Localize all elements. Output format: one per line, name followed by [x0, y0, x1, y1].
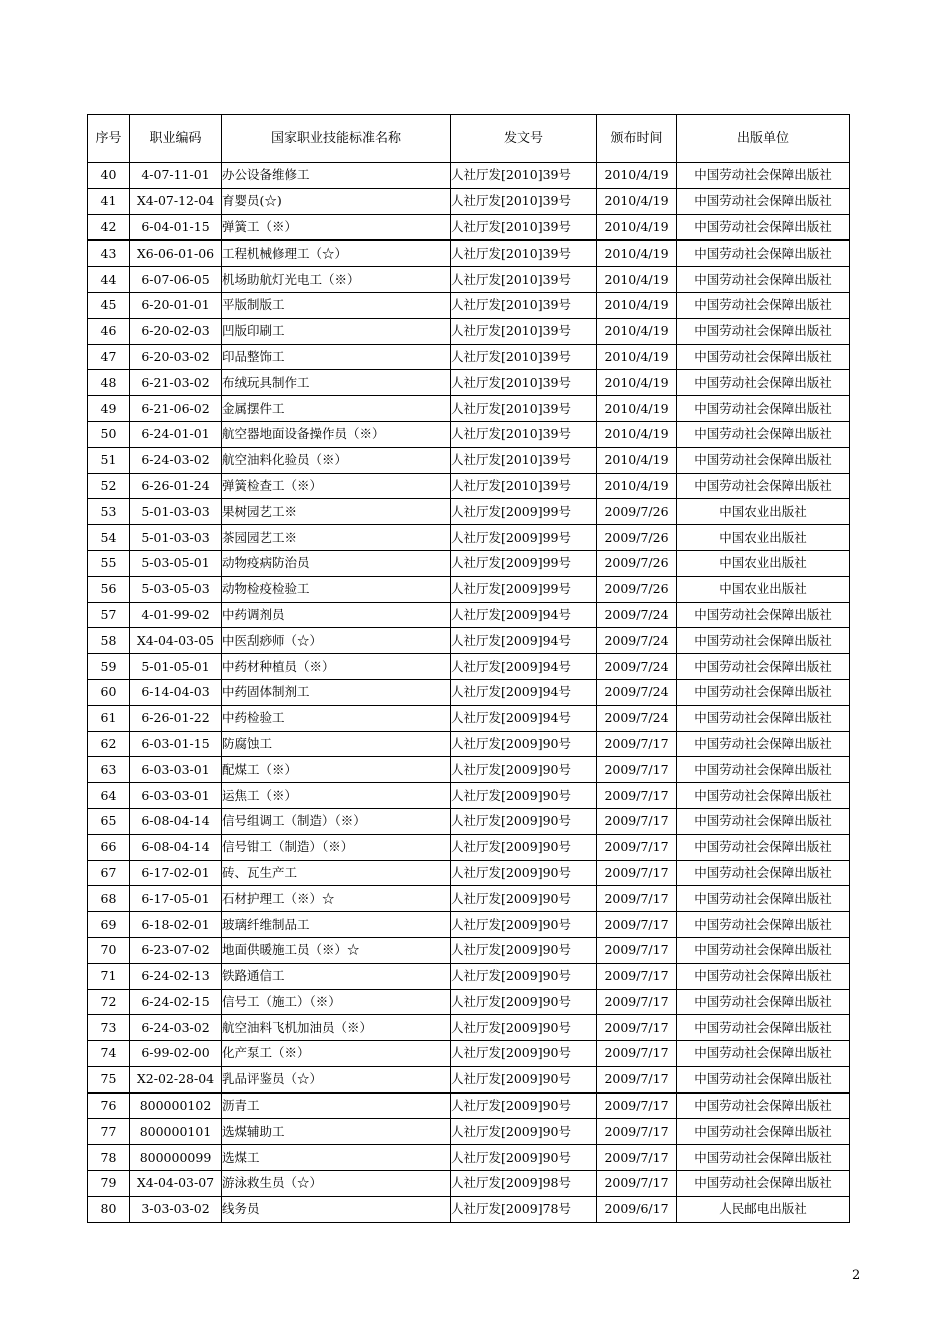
cell-document-number: 人社厅发[2010]39号	[451, 214, 597, 240]
cell-publisher: 中国劳动社会保障出版社	[677, 1093, 850, 1119]
cell-occupation-code: 6-20-01-01	[130, 292, 222, 318]
cell-serial-number: 51	[88, 447, 130, 473]
table-row	[88, 679, 850, 705]
table-row	[88, 214, 850, 240]
table-row	[88, 860, 850, 886]
table-row	[88, 421, 850, 447]
cell-issue-date: 2009/7/24	[597, 654, 677, 680]
cell-serial-number: 46	[88, 318, 130, 344]
cell-document-number: 人社厅发[2010]39号	[451, 396, 597, 422]
cell-occupation-code: 6-26-01-24	[130, 473, 222, 499]
cell-issue-date: 2009/7/17	[597, 912, 677, 938]
cell-standard-name: 平版制版工	[222, 292, 451, 318]
cell-occupation-code: 6-08-04-14	[130, 834, 222, 860]
cell-occupation-code: 6-03-01-15	[130, 731, 222, 757]
cell-serial-number: 75	[88, 1066, 130, 1092]
cell-occupation-code: X4-07-12-04	[130, 188, 222, 214]
cell-publisher: 中国劳动社会保障出版社	[677, 292, 850, 318]
cell-occupation-code: 800000101	[130, 1119, 222, 1145]
cell-issue-date: 2010/4/19	[597, 240, 677, 266]
table-row	[88, 757, 850, 783]
cell-occupation-code: 6-26-01-22	[130, 705, 222, 731]
cell-occupation-code: 5-01-03-03	[130, 525, 222, 551]
cell-occupation-code: 6-03-03-01	[130, 783, 222, 809]
table-row	[88, 1171, 850, 1197]
cell-publisher: 中国劳动社会保障出版社	[677, 808, 850, 834]
cell-publisher: 中国劳动社会保障出版社	[677, 963, 850, 989]
table-row	[88, 473, 850, 499]
cell-publisher: 中国劳动社会保障出版社	[677, 654, 850, 680]
table-row	[88, 499, 850, 525]
cell-serial-number: 71	[88, 963, 130, 989]
cell-issue-date: 2009/7/17	[597, 886, 677, 912]
cell-occupation-code: 6-24-02-13	[130, 963, 222, 989]
cell-occupation-code: 6-24-01-01	[130, 421, 222, 447]
cell-publisher: 中国劳动社会保障出版社	[677, 602, 850, 628]
cell-document-number: 人社厅发[2009]90号	[451, 860, 597, 886]
cell-serial-number: 44	[88, 267, 130, 293]
cell-occupation-code: 5-01-03-03	[130, 499, 222, 525]
cell-publisher: 中国农业出版社	[677, 499, 850, 525]
cell-serial-number: 42	[88, 214, 130, 240]
cell-occupation-code: 6-24-03-02	[130, 447, 222, 473]
cell-standard-name: 办公设备维修工	[222, 163, 451, 189]
cell-document-number: 人社厅发[2009]99号	[451, 525, 597, 551]
cell-publisher: 中国劳动社会保障出版社	[677, 318, 850, 344]
cell-document-number: 人社厅发[2009]90号	[451, 808, 597, 834]
table-row	[88, 344, 850, 370]
cell-document-number: 人社厅发[2009]90号	[451, 1015, 597, 1041]
cell-document-number: 人社厅发[2009]90号	[451, 963, 597, 989]
cell-serial-number: 47	[88, 344, 130, 370]
cell-document-number: 人社厅发[2009]94号	[451, 679, 597, 705]
cell-standard-name: 信号钳工（制造）（※）	[222, 834, 451, 860]
cell-document-number: 人社厅发[2010]39号	[451, 473, 597, 499]
cell-document-number: 人社厅发[2010]39号	[451, 370, 597, 396]
table-row	[88, 1119, 850, 1145]
cell-issue-date: 2010/4/19	[597, 447, 677, 473]
cell-issue-date: 2010/4/19	[597, 396, 677, 422]
cell-serial-number: 79	[88, 1171, 130, 1197]
cell-serial-number: 59	[88, 654, 130, 680]
cell-issue-date: 2010/4/19	[597, 370, 677, 396]
cell-standard-name: 信号组调工（制造）（※）	[222, 808, 451, 834]
cell-serial-number: 60	[88, 679, 130, 705]
cell-issue-date: 2009/7/17	[597, 834, 677, 860]
table-row	[88, 654, 850, 680]
cell-issue-date: 2009/7/17	[597, 1066, 677, 1092]
cell-issue-date: 2009/7/17	[597, 757, 677, 783]
cell-document-number: 人社厅发[2009]99号	[451, 550, 597, 576]
table-row	[88, 318, 850, 344]
cell-standard-name: 机场助航灯光电工（※）	[222, 267, 451, 293]
cell-serial-number: 78	[88, 1145, 130, 1171]
cell-standard-name: 选煤辅助工	[222, 1119, 451, 1145]
cell-issue-date: 2009/7/24	[597, 679, 677, 705]
table-row	[88, 525, 850, 551]
cell-standard-name: 动物疫病防治员	[222, 550, 451, 576]
cell-issue-date: 2009/7/26	[597, 499, 677, 525]
cell-issue-date: 2009/7/24	[597, 705, 677, 731]
cell-publisher: 中国劳动社会保障出版社	[677, 267, 850, 293]
cell-serial-number: 68	[88, 886, 130, 912]
cell-standard-name: 运焦工（※）	[222, 783, 451, 809]
table-row	[88, 783, 850, 809]
table-row	[88, 267, 850, 293]
cell-standard-name: 中药材种植员（※）	[222, 654, 451, 680]
cell-issue-date: 2009/7/17	[597, 1145, 677, 1171]
cell-standard-name: 中药调剂员	[222, 602, 451, 628]
cell-occupation-code: 6-17-05-01	[130, 886, 222, 912]
cell-issue-date: 2009/7/17	[597, 963, 677, 989]
cell-issue-date: 2009/7/17	[597, 808, 677, 834]
cell-occupation-code: 5-03-05-03	[130, 576, 222, 602]
standards-table	[87, 114, 850, 1223]
cell-document-number: 人社厅发[2010]39号	[451, 421, 597, 447]
cell-document-number: 人社厅发[2010]39号	[451, 447, 597, 473]
cell-publisher: 中国劳动社会保障出版社	[677, 214, 850, 240]
table-row	[88, 1145, 850, 1171]
table-row	[88, 240, 850, 266]
cell-standard-name: 化产泵工（※）	[222, 1041, 451, 1067]
cell-issue-date: 2010/4/19	[597, 344, 677, 370]
cell-document-number: 人社厅发[2009]94号	[451, 628, 597, 654]
cell-publisher: 中国劳动社会保障出版社	[677, 783, 850, 809]
cell-standard-name: 印品整饰工	[222, 344, 451, 370]
cell-occupation-code: 6-17-02-01	[130, 860, 222, 886]
cell-document-number: 人社厅发[2009]90号	[451, 886, 597, 912]
cell-issue-date: 2009/7/17	[597, 783, 677, 809]
cell-serial-number: 50	[88, 421, 130, 447]
cell-document-number: 人社厅发[2009]90号	[451, 912, 597, 938]
cell-document-number: 人社厅发[2010]39号	[451, 292, 597, 318]
table-row	[88, 963, 850, 989]
cell-serial-number: 61	[88, 705, 130, 731]
cell-publisher: 人民邮电出版社	[677, 1196, 850, 1222]
cell-serial-number: 70	[88, 937, 130, 963]
cell-issue-date: 2009/7/17	[597, 937, 677, 963]
cell-serial-number: 80	[88, 1196, 130, 1222]
cell-occupation-code: 6-99-02-00	[130, 1041, 222, 1067]
cell-document-number: 人社厅发[2009]78号	[451, 1196, 597, 1222]
cell-serial-number: 72	[88, 989, 130, 1015]
cell-occupation-code: 6-03-03-01	[130, 757, 222, 783]
cell-serial-number: 43	[88, 240, 130, 266]
header-occupation-code: 职业编码	[130, 115, 222, 163]
cell-document-number: 人社厅发[2010]39号	[451, 318, 597, 344]
table-row	[88, 370, 850, 396]
cell-issue-date: 2010/4/19	[597, 214, 677, 240]
cell-issue-date: 2010/4/19	[597, 163, 677, 189]
cell-serial-number: 76	[88, 1093, 130, 1119]
cell-publisher: 中国劳动社会保障出版社	[677, 731, 850, 757]
cell-document-number: 人社厅发[2009]90号	[451, 1093, 597, 1119]
cell-document-number: 人社厅发[2009]90号	[451, 989, 597, 1015]
table-row	[88, 731, 850, 757]
cell-issue-date: 2009/6/17	[597, 1196, 677, 1222]
table-row	[88, 628, 850, 654]
cell-occupation-code: 6-08-04-14	[130, 808, 222, 834]
cell-issue-date: 2009/7/17	[597, 860, 677, 886]
cell-occupation-code: 6-20-03-02	[130, 344, 222, 370]
cell-standard-name: 游泳救生员（☆）	[222, 1171, 451, 1197]
cell-standard-name: 石材护理工（※）☆	[222, 886, 451, 912]
cell-publisher: 中国劳动社会保障出版社	[677, 1015, 850, 1041]
cell-document-number: 人社厅发[2009]94号	[451, 654, 597, 680]
table-header-row	[88, 115, 850, 163]
cell-issue-date: 2009/7/24	[597, 602, 677, 628]
header-serial-number: 序号	[88, 115, 130, 163]
cell-serial-number: 57	[88, 602, 130, 628]
cell-document-number: 人社厅发[2009]99号	[451, 576, 597, 602]
cell-standard-name: 铁路通信工	[222, 963, 451, 989]
cell-serial-number: 49	[88, 396, 130, 422]
table-row	[88, 576, 850, 602]
cell-occupation-code: 6-04-01-15	[130, 214, 222, 240]
cell-document-number: 人社厅发[2009]90号	[451, 1119, 597, 1145]
cell-serial-number: 62	[88, 731, 130, 757]
cell-standard-name: 金属摆件工	[222, 396, 451, 422]
cell-standard-name: 玻璃纤维制品工	[222, 912, 451, 938]
cell-occupation-code: 6-24-03-02	[130, 1015, 222, 1041]
cell-occupation-code: 4-07-11-01	[130, 163, 222, 189]
table-row	[88, 1041, 850, 1067]
cell-publisher: 中国劳动社会保障出版社	[677, 1145, 850, 1171]
cell-document-number: 人社厅发[2010]39号	[451, 344, 597, 370]
cell-occupation-code: X2-02-28-04	[130, 1066, 222, 1092]
table-row	[88, 602, 850, 628]
cell-standard-name: 配煤工（※）	[222, 757, 451, 783]
cell-publisher: 中国劳动社会保障出版社	[677, 989, 850, 1015]
cell-serial-number: 64	[88, 783, 130, 809]
cell-serial-number: 54	[88, 525, 130, 551]
table-row	[88, 447, 850, 473]
cell-publisher: 中国劳动社会保障出版社	[677, 1119, 850, 1145]
table-row	[88, 163, 850, 189]
cell-document-number: 人社厅发[2009]99号	[451, 499, 597, 525]
cell-publisher: 中国劳动社会保障出版社	[677, 344, 850, 370]
table-row	[88, 1196, 850, 1222]
cell-standard-name: 航空油料化验员（※）	[222, 447, 451, 473]
cell-serial-number: 66	[88, 834, 130, 860]
table-row	[88, 886, 850, 912]
cell-publisher: 中国农业出版社	[677, 576, 850, 602]
cell-serial-number: 77	[88, 1119, 130, 1145]
table-row	[88, 1093, 850, 1119]
cell-occupation-code: 5-01-05-01	[130, 654, 222, 680]
cell-publisher: 中国劳动社会保障出版社	[677, 1171, 850, 1197]
cell-publisher: 中国劳动社会保障出版社	[677, 396, 850, 422]
cell-document-number: 人社厅发[2009]90号	[451, 1066, 597, 1092]
cell-serial-number: 69	[88, 912, 130, 938]
table-row	[88, 834, 850, 860]
cell-occupation-code: X6-06-01-06	[130, 240, 222, 266]
cell-occupation-code: 6-07-06-05	[130, 267, 222, 293]
cell-document-number: 人社厅发[2010]39号	[451, 267, 597, 293]
cell-occupation-code: 6-21-03-02	[130, 370, 222, 396]
cell-standard-name: 沥青工	[222, 1093, 451, 1119]
cell-publisher: 中国劳动社会保障出版社	[677, 370, 850, 396]
table-row	[88, 292, 850, 318]
cell-standard-name: 动物检疫检验工	[222, 576, 451, 602]
cell-publisher: 中国农业出版社	[677, 550, 850, 576]
cell-document-number: 人社厅发[2009]90号	[451, 834, 597, 860]
cell-occupation-code: 6-24-02-15	[130, 989, 222, 1015]
cell-serial-number: 45	[88, 292, 130, 318]
cell-standard-name: 乳品评鉴员（☆）	[222, 1066, 451, 1092]
cell-standard-name: 布绒玩具制作工	[222, 370, 451, 396]
cell-document-number: 人社厅发[2010]39号	[451, 188, 597, 214]
cell-issue-date: 2010/4/19	[597, 292, 677, 318]
table-row	[88, 1015, 850, 1041]
cell-publisher: 中国劳动社会保障出版社	[677, 860, 850, 886]
cell-standard-name: 中药固体制剂工	[222, 679, 451, 705]
cell-occupation-code: 6-18-02-01	[130, 912, 222, 938]
cell-occupation-code: 6-21-06-02	[130, 396, 222, 422]
cell-issue-date: 2010/4/19	[597, 318, 677, 344]
cell-issue-date: 2009/7/26	[597, 550, 677, 576]
cell-serial-number: 53	[88, 499, 130, 525]
cell-occupation-code: 5-03-05-01	[130, 550, 222, 576]
table-row	[88, 989, 850, 1015]
cell-publisher: 中国劳动社会保障出版社	[677, 679, 850, 705]
cell-standard-name: 中医刮痧师（☆）	[222, 628, 451, 654]
cell-standard-name: 育婴员(☆)	[222, 188, 451, 214]
table-row	[88, 550, 850, 576]
cell-serial-number: 65	[88, 808, 130, 834]
cell-standard-name: 砖、瓦生产工	[222, 860, 451, 886]
page-number: 2	[852, 1268, 861, 1283]
table-row	[88, 188, 850, 214]
cell-issue-date: 2010/4/19	[597, 267, 677, 293]
header-publisher: 出版单位	[677, 115, 850, 163]
cell-occupation-code: 4-01-99-02	[130, 602, 222, 628]
cell-document-number: 人社厅发[2009]90号	[451, 1041, 597, 1067]
cell-standard-name: 地面供暖施工员（※）☆	[222, 937, 451, 963]
cell-serial-number: 40	[88, 163, 130, 189]
cell-issue-date: 2009/7/17	[597, 989, 677, 1015]
cell-serial-number: 67	[88, 860, 130, 886]
cell-publisher: 中国劳动社会保障出版社	[677, 447, 850, 473]
cell-publisher: 中国劳动社会保障出版社	[677, 912, 850, 938]
header-standard-name: 国家职业技能标准名称	[222, 115, 451, 163]
table-row	[88, 912, 850, 938]
cell-occupation-code: 3-03-03-02	[130, 1196, 222, 1222]
cell-issue-date: 2009/7/17	[597, 1171, 677, 1197]
cell-document-number: 人社厅发[2009]90号	[451, 757, 597, 783]
table-row	[88, 396, 850, 422]
cell-serial-number: 63	[88, 757, 130, 783]
cell-serial-number: 52	[88, 473, 130, 499]
cell-serial-number: 73	[88, 1015, 130, 1041]
cell-standard-name: 选煤工	[222, 1145, 451, 1171]
cell-occupation-code: 800000102	[130, 1093, 222, 1119]
cell-standard-name: 航空器地面设备操作员（※）	[222, 421, 451, 447]
cell-publisher: 中国劳动社会保障出版社	[677, 937, 850, 963]
cell-issue-date: 2010/4/19	[597, 421, 677, 447]
cell-occupation-code: 800000099	[130, 1145, 222, 1171]
cell-standard-name: 防腐蚀工	[222, 731, 451, 757]
cell-standard-name: 凹版印刷工	[222, 318, 451, 344]
cell-serial-number: 48	[88, 370, 130, 396]
cell-occupation-code: 6-23-07-02	[130, 937, 222, 963]
cell-publisher: 中国劳动社会保障出版社	[677, 421, 850, 447]
table-row	[88, 937, 850, 963]
table-row	[88, 808, 850, 834]
cell-document-number: 人社厅发[2009]90号	[451, 1145, 597, 1171]
cell-publisher: 中国劳动社会保障出版社	[677, 163, 850, 189]
cell-issue-date: 2009/7/17	[597, 1015, 677, 1041]
cell-standard-name: 航空油料飞机加油员（※）	[222, 1015, 451, 1041]
cell-publisher: 中国劳动社会保障出版社	[677, 1041, 850, 1067]
cell-document-number: 人社厅发[2009]94号	[451, 602, 597, 628]
cell-publisher: 中国劳动社会保障出版社	[677, 705, 850, 731]
cell-standard-name: 线务员	[222, 1196, 451, 1222]
table-row	[88, 1066, 850, 1092]
cell-document-number: 人社厅发[2009]98号	[451, 1171, 597, 1197]
cell-occupation-code: X4-04-03-05	[130, 628, 222, 654]
cell-serial-number: 55	[88, 550, 130, 576]
cell-serial-number: 56	[88, 576, 130, 602]
cell-occupation-code: 6-14-04-03	[130, 679, 222, 705]
cell-issue-date: 2009/7/24	[597, 628, 677, 654]
cell-publisher: 中国劳动社会保障出版社	[677, 628, 850, 654]
cell-document-number: 人社厅发[2009]94号	[451, 705, 597, 731]
cell-standard-name: 中药检验工	[222, 705, 451, 731]
cell-publisher: 中国劳动社会保障出版社	[677, 757, 850, 783]
cell-standard-name: 茶园园艺工※	[222, 525, 451, 551]
cell-standard-name: 弹簧工（※）	[222, 214, 451, 240]
cell-document-number: 人社厅发[2009]90号	[451, 783, 597, 809]
header-issue-date: 颁布时间	[597, 115, 677, 163]
cell-issue-date: 2009/7/17	[597, 1119, 677, 1145]
cell-serial-number: 58	[88, 628, 130, 654]
table-row	[88, 705, 850, 731]
cell-issue-date: 2009/7/26	[597, 525, 677, 551]
cell-serial-number: 74	[88, 1041, 130, 1067]
cell-publisher: 中国劳动社会保障出版社	[677, 188, 850, 214]
cell-serial-number: 41	[88, 188, 130, 214]
cell-publisher: 中国劳动社会保障出版社	[677, 886, 850, 912]
cell-document-number: 人社厅发[2009]90号	[451, 731, 597, 757]
cell-issue-date: 2009/7/17	[597, 1041, 677, 1067]
cell-publisher: 中国劳动社会保障出版社	[677, 1066, 850, 1092]
cell-issue-date: 2009/7/26	[597, 576, 677, 602]
cell-document-number: 人社厅发[2009]90号	[451, 937, 597, 963]
header-document-number: 发文号	[451, 115, 597, 163]
cell-publisher: 中国劳动社会保障出版社	[677, 240, 850, 266]
cell-document-number: 人社厅发[2010]39号	[451, 240, 597, 266]
cell-issue-date: 2009/7/17	[597, 731, 677, 757]
cell-publisher: 中国农业出版社	[677, 525, 850, 551]
cell-publisher: 中国劳动社会保障出版社	[677, 473, 850, 499]
cell-standard-name: 弹簧检查工（※）	[222, 473, 451, 499]
cell-standard-name: 信号工（施工）（※）	[222, 989, 451, 1015]
cell-publisher: 中国劳动社会保障出版社	[677, 834, 850, 860]
table-body	[88, 163, 850, 1223]
cell-occupation-code: X4-04-03-07	[130, 1171, 222, 1197]
cell-document-number: 人社厅发[2010]39号	[451, 163, 597, 189]
cell-occupation-code: 6-20-02-03	[130, 318, 222, 344]
cell-standard-name: 果树园艺工※	[222, 499, 451, 525]
cell-issue-date: 2010/4/19	[597, 188, 677, 214]
cell-standard-name: 工程机械修理工（☆）	[222, 240, 451, 266]
cell-issue-date: 2009/7/17	[597, 1093, 677, 1119]
cell-issue-date: 2010/4/19	[597, 473, 677, 499]
